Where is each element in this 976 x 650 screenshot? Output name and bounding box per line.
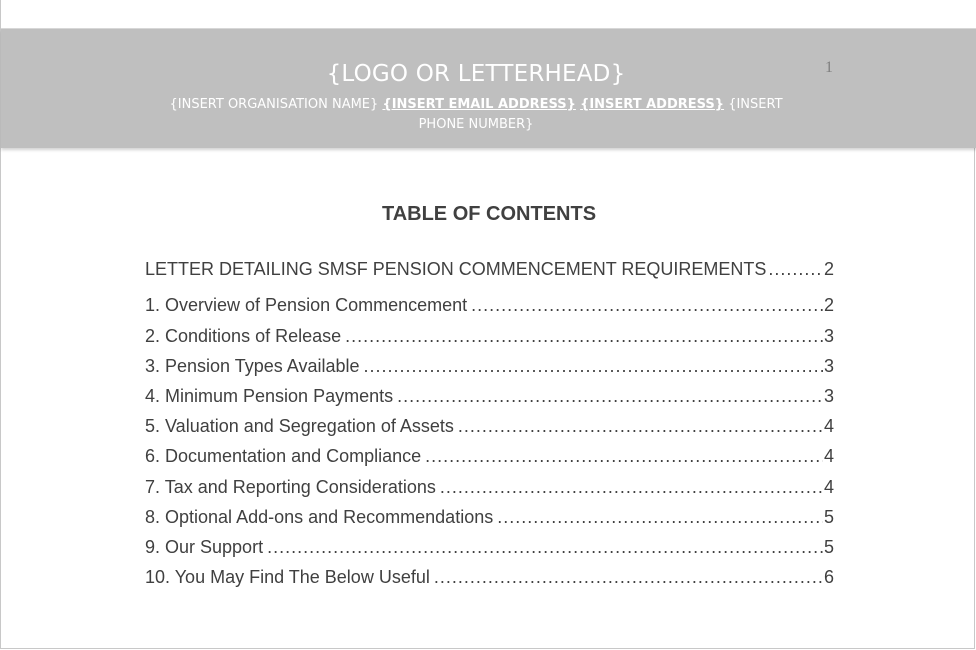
letterhead-header[interactable] — [1, 29, 976, 148]
toc-leader-dots — [458, 416, 823, 437]
toc-entry[interactable] — [145, 326, 834, 347]
postal-address: {INSERT ADDRESS} — [580, 97, 725, 112]
toc-leader-dots — [471, 295, 823, 316]
toc-entry-page: 2 — [823, 295, 834, 315]
toc-entry-page: 2 — [823, 259, 834, 279]
toc-leader-dots — [768, 259, 823, 280]
page-number: 1 — [825, 59, 833, 76]
toc-entry-page: 3 — [823, 356, 834, 376]
toc-entry-page: 4 — [823, 416, 834, 436]
toc-leader-dots — [397, 386, 823, 407]
toc-entry-label: 10. You May Find The Below Useful — [145, 567, 430, 587]
toc-leader-dots — [345, 326, 823, 347]
toc-entry-page: 4 — [823, 446, 834, 466]
toc-entry[interactable] — [145, 537, 834, 558]
toc-entry[interactable] — [145, 259, 834, 280]
toc-entry[interactable] — [145, 416, 834, 437]
toc-leader-dots — [497, 507, 823, 528]
toc-title: TABLE OF CONTENTS — [381, 203, 597, 225]
toc-entry-label: 3. Pension Types Available — [145, 356, 360, 376]
toc-entry[interactable] — [145, 567, 834, 588]
toc-entry[interactable] — [145, 295, 834, 316]
phone-number: {INSERT PHONE NUMBER} — [418, 97, 783, 132]
toc-entry-label: 4. Minimum Pension Payments — [145, 386, 394, 406]
toc-entry-page: 3 — [823, 326, 834, 346]
contact-line — [161, 95, 791, 135]
toc-entry-label: 1. Overview of Pension Commencement — [145, 295, 468, 315]
toc-entry[interactable] — [145, 446, 834, 467]
toc-entry-label: 9. Our Support — [145, 537, 264, 557]
toc-entry-page: 5 — [823, 537, 834, 557]
toc-entry-label: 8. Optional Add-ons and Recommendations — [145, 507, 494, 527]
toc-entry-label: 2. Conditions of Release — [145, 326, 342, 346]
toc-entry-label: 5. Valuation and Segregation of Assets — [145, 416, 454, 436]
toc-entry[interactable] — [145, 477, 834, 498]
org-name: {INSERT ORGANISATION NAME} — [169, 97, 379, 112]
toc-leader-dots — [440, 477, 823, 498]
toc-entry-label: LETTER DETAILING SMSF PENSION COMMENCEMENT REQUIREMENTS — [145, 259, 767, 279]
toc-entry[interactable] — [145, 386, 834, 407]
toc-entry-page: 5 — [823, 507, 834, 527]
email-address: {INSERT EMAIL ADDRESS} — [382, 97, 576, 112]
toc-leader-dots — [425, 446, 823, 467]
toc-entry-page: 3 — [823, 386, 834, 406]
toc-entry[interactable] — [145, 507, 834, 528]
toc-entry[interactable] — [145, 356, 834, 377]
toc-leader-dots — [267, 537, 823, 558]
toc-leader-dots — [364, 356, 823, 377]
toc-entry-label: 6. Documentation and Compliance — [145, 446, 422, 466]
logo-placeholder: {LOGO OR LETTERHEAD} — [326, 61, 626, 87]
toc-leader-dots — [434, 567, 823, 588]
page-top-margin — [1, 0, 976, 29]
toc-entry-page: 4 — [823, 477, 834, 497]
toc-entry-label: 7. Tax and Reporting Considerations — [145, 477, 436, 497]
toc-entry-page: 6 — [823, 567, 834, 587]
